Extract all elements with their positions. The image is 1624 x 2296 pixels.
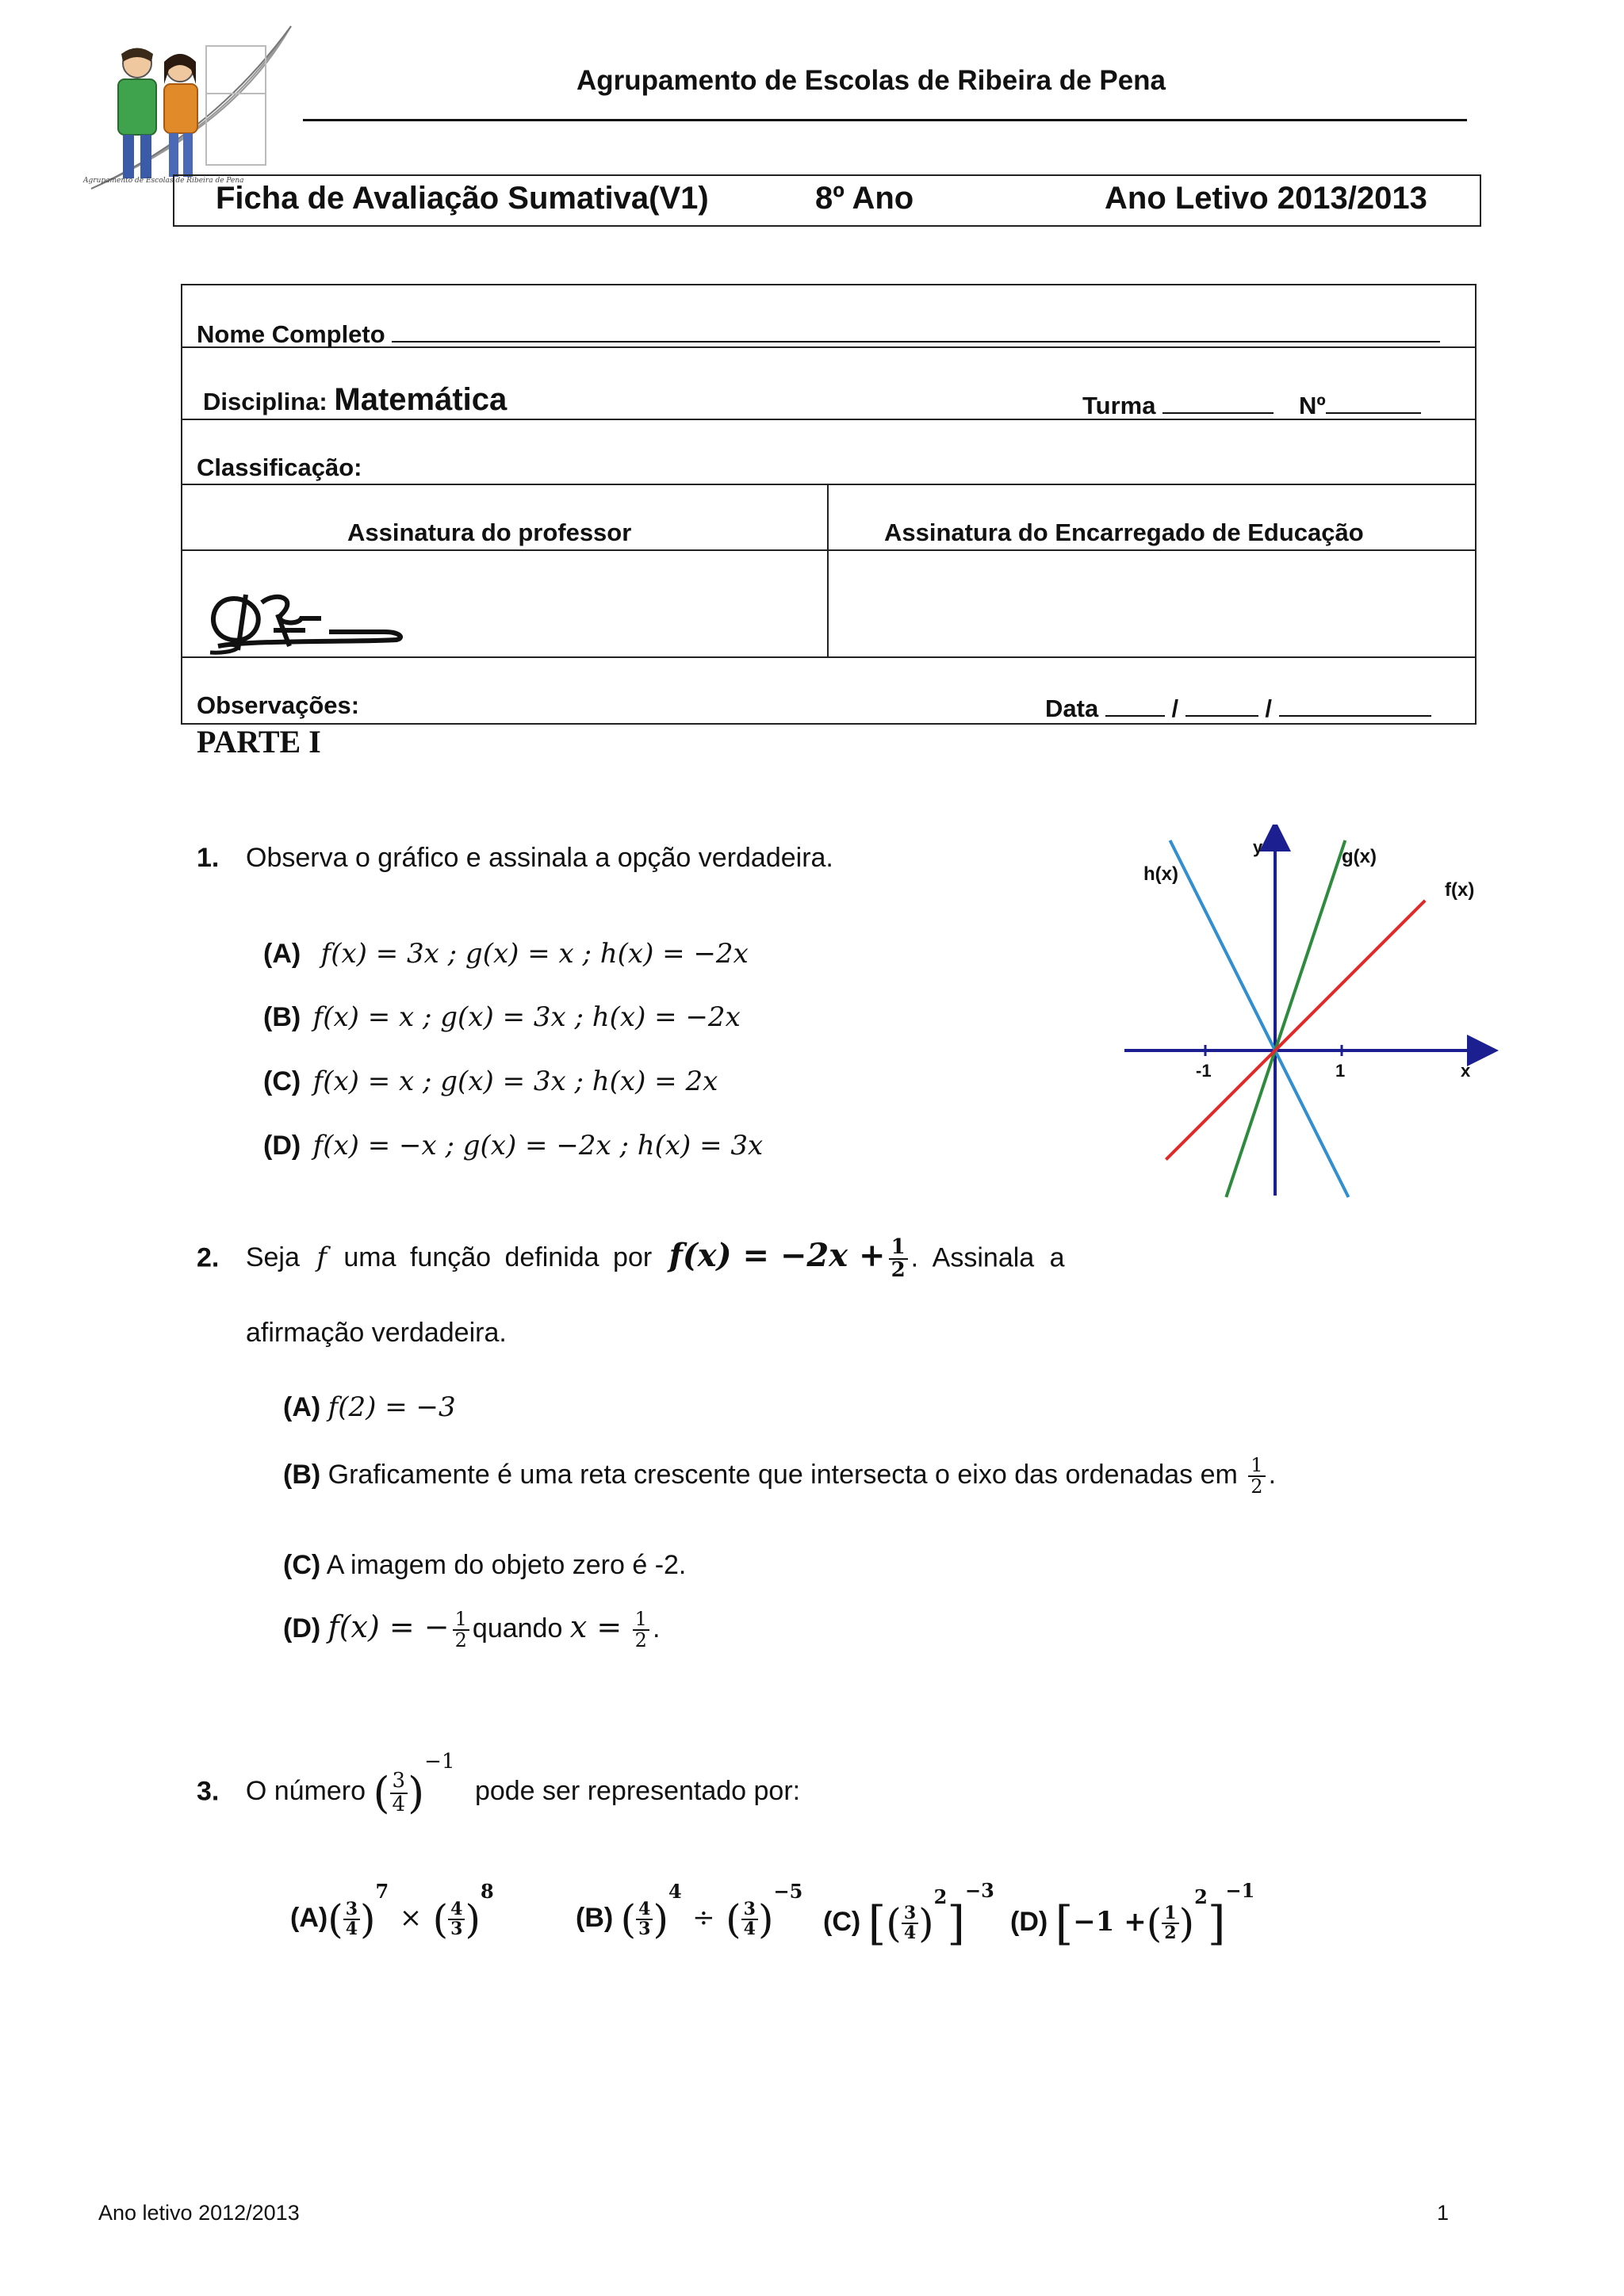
doc-title: Ficha de Avaliação Sumativa(V1) xyxy=(216,181,709,216)
q1-option-d[interactable]: (D) f(x) = −x ; g(x) = −2x ; h(x) = 3x xyxy=(263,1130,764,1161)
q1-option-c[interactable]: (C) f(x) = x ; g(x) = 3x ; h(x) = 2x xyxy=(263,1066,718,1097)
graph-label-g: g(x) xyxy=(1342,846,1377,867)
q1-text: Observa o gráfico e assinala a opção verdadeira. xyxy=(246,843,833,873)
graph-label-minus1: -1 xyxy=(1196,1061,1212,1081)
q3-option-b[interactable]: (B) ( $\frac{4}{3}$ )$^4$ ÷ ( $\frac{3}{4}$ )$^{-5}$ xyxy=(576,1879,803,1942)
graph-label-x: x xyxy=(1461,1061,1471,1081)
q1-option-a[interactable]: (A) f(x) = 3x ; g(x) = x ; h(x) = −2x xyxy=(263,938,749,970)
school-logo xyxy=(83,22,305,197)
q1-option-b[interactable]: (B) f(x) = x ; g(x) = 3x ; h(x) = −2x xyxy=(263,1001,741,1033)
graph-label-h: h(x) xyxy=(1143,863,1178,885)
header-rule xyxy=(303,119,1467,121)
grade-label: 8º Ano xyxy=(815,181,914,216)
data-field[interactable]: Data / / xyxy=(1045,691,1431,723)
q3-option-c[interactable]: (C) [( $\frac{3}{4}$ )$^2$]$^{-3}$ xyxy=(823,1878,994,1950)
logo-caption: Agrupamento de Escolas de Ribeira de Pena xyxy=(83,177,244,185)
observacoes-field: Observações: xyxy=(197,691,360,719)
classificacao-field: Classificação: xyxy=(197,453,362,481)
numero-field[interactable]: Nº xyxy=(1299,388,1421,420)
school-name: Agrupamento de Escolas de Ribeira de Pena xyxy=(576,65,1166,96)
disciplina-value: Matemática xyxy=(334,382,508,417)
disciplina-field: Disciplina: Matemática xyxy=(203,382,508,417)
q2-statement-line2: afirmação verdadeira. xyxy=(246,1318,507,1348)
graph-line-f xyxy=(1166,901,1425,1160)
graph-label-1: 1 xyxy=(1335,1061,1346,1081)
q1-number: 1. xyxy=(197,843,220,873)
footer-school-year: Ano letivo 2012/2013 xyxy=(98,2201,300,2225)
q3-option-d[interactable]: (D) [−1 +( $\frac{1}{2}$ )$^2$]$^{-1}$ xyxy=(1010,1878,1255,1950)
nome-field[interactable]: Nome Completo xyxy=(197,317,1440,349)
q2-option-a[interactable]: (A) f(2) = −3 xyxy=(283,1391,456,1423)
turma-field[interactable]: Turma xyxy=(1082,388,1274,420)
graph-line-g xyxy=(1226,840,1345,1197)
graph-label-y: y xyxy=(1253,837,1263,857)
page-number: 1 xyxy=(1437,2201,1450,2225)
q3-option-a[interactable]: (A)( $\frac{3}{4}$ )$^7$ × ( $\frac{4}{3}$ )$^8$ xyxy=(290,1879,494,1942)
part-title: PARTE I xyxy=(197,724,321,760)
q1-graph xyxy=(1110,825,1507,1205)
assinatura-encarregado-label: Assinatura do Encarregado de Educação xyxy=(884,519,1364,546)
graph-label-f: f(x) xyxy=(1445,879,1475,901)
q2-option-b[interactable]: (B) Graficamente é uma reta crescente que intersecta o eixo das ordenadas em $\frac{1}{2}$ . xyxy=(283,1454,1277,1498)
graph-line-h xyxy=(1170,840,1349,1197)
school-year: Ano Letivo 2013/2013 xyxy=(1105,181,1427,216)
q2-option-c[interactable]: (C) A imagem do objeto zero é -2. xyxy=(283,1550,687,1580)
q2-statement: 2. Seja f uma função definida por f(x) = −2x + $\frac{1}{2}$ . Assinala a xyxy=(197,1235,1065,1283)
assinatura-professor-label: Assinatura do professor xyxy=(347,519,632,546)
teacher-signature xyxy=(202,583,424,662)
q3-statement: 3. O número ( $\frac{3}{4}$ )$^{-1}$ pode ser representado por: xyxy=(197,1750,801,1818)
q2-option-d[interactable]: (D) f(x) = − $\frac{1}{2}$ quando x = $\frac{1}{2}$ . xyxy=(283,1608,661,1652)
